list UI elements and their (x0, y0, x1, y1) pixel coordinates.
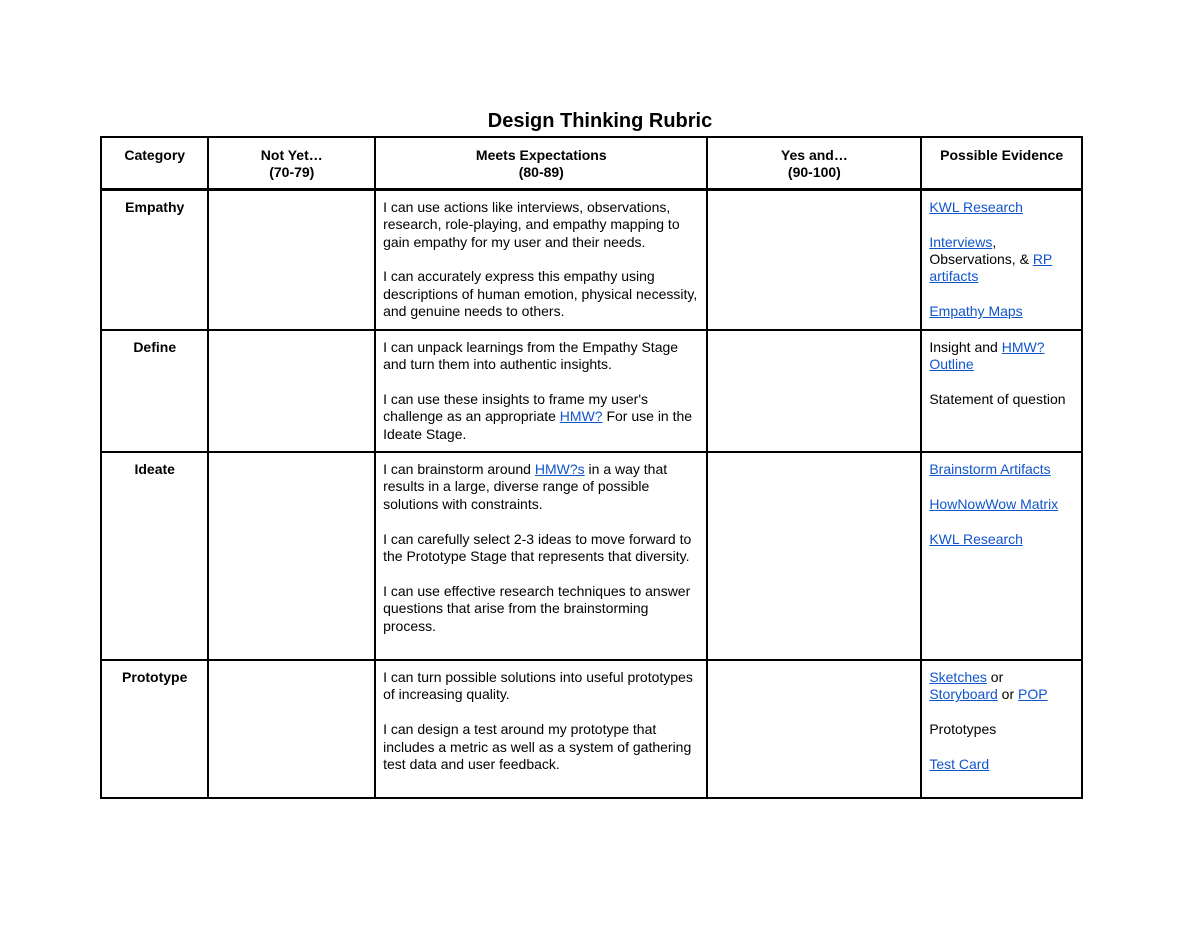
header-meets-label: Meets Expectations (475, 147, 607, 163)
evidence-cell (921, 189, 1082, 329)
header-meets-range: (80-89) (518, 164, 564, 181)
evidence-cell (921, 660, 1082, 798)
pop-link[interactable]: POP (1018, 686, 1048, 703)
evidence-item (929, 234, 1074, 286)
category-label: Ideate (134, 461, 175, 478)
category-label: Define (133, 338, 177, 355)
category-cell (101, 330, 208, 452)
header-not-yet (208, 137, 375, 189)
category-label: Prototype (122, 669, 188, 686)
category-cell (101, 452, 208, 660)
kwl-research-link[interactable]: KWL Research (929, 530, 1023, 547)
criterion-text-part: I can use these insights to frame my user's challenge as an appropriate (383, 390, 649, 425)
evidence-text: Insight and (929, 338, 1002, 355)
not-yet-cell (208, 330, 375, 452)
category-label: Empathy (125, 198, 185, 215)
meets-cell (375, 452, 707, 660)
header-yes-and-label: Yes and… (780, 147, 848, 163)
evidence-text: or (997, 686, 1019, 703)
yes-and-cell (707, 189, 921, 329)
meets-cell (375, 660, 707, 798)
yes-and-cell (707, 452, 921, 660)
hmw-outline-link[interactable]: HMW? Outline (929, 338, 1045, 373)
criterion-text (383, 391, 699, 443)
evidence-text: , Observations, & (929, 233, 1033, 268)
criterion-text: I can accurately express this empathy using descriptions of human emotion, physical necessity, and genuine needs to others. (383, 268, 698, 320)
criterion-text: I can use actions like interviews, observations, research, role-playing, and empathy mapping to gain empathy for my user and their needs. (383, 198, 680, 250)
header-category (101, 137, 208, 189)
evidence-text: or (986, 669, 1004, 686)
header-not-yet-label: Not Yet… (260, 147, 323, 163)
storyboard-link[interactable]: Storyboard (929, 686, 998, 703)
table-row-ideate (101, 452, 1082, 660)
rubric-table (100, 136, 1083, 799)
meets-cell (375, 189, 707, 329)
table-row-empathy (101, 189, 1082, 329)
header-not-yet-range: (70-79) (269, 164, 315, 181)
criterion-text: I can carefully select 2-3 ideas to move forward to the Prototype Stage that represents that diversity. (383, 530, 692, 565)
evidence-item (929, 303, 1074, 320)
sketches-link[interactable]: Sketches (929, 669, 987, 686)
criterion-text-part: For use in the Ideate Stage. (383, 408, 693, 442)
table-row-prototype (101, 660, 1082, 798)
meets-cell (375, 330, 707, 452)
criterion-text-part: in a way that results in a large, diverse range of possible solutions with constraints. (383, 461, 668, 512)
interviews-link[interactable]: Interviews (929, 233, 993, 250)
criterion-text: I can design a test around my prototype that includes a metric as well as a system of gathering test data and user feedback. (383, 721, 692, 773)
yes-and-cell (707, 330, 921, 452)
empathy-maps-link[interactable]: Empathy Maps (929, 303, 1023, 320)
hownowwow-matrix-link[interactable]: HowNowWow Matrix (929, 495, 1059, 512)
test-card-link[interactable]: Test Card (929, 756, 990, 773)
evidence-item (929, 531, 1074, 548)
header-category-label: Category (124, 147, 186, 163)
evidence-cell (921, 330, 1082, 452)
header-yes-and (707, 137, 921, 189)
brainstorm-artifacts-link[interactable]: Brainstorm Artifacts (929, 461, 1051, 478)
criterion-text: I can turn possible solutions into useful prototypes of increasing quality. (383, 669, 693, 703)
hmws-link[interactable]: HMW?s (534, 461, 585, 478)
header-evidence-label: Possible Evidence (940, 147, 1064, 163)
evidence-item: Prototypes (929, 721, 997, 738)
evidence-item (929, 199, 1074, 216)
criterion-text (383, 461, 699, 513)
evidence-cell (921, 452, 1082, 660)
category-cell (101, 660, 208, 798)
rp-artifacts-link[interactable]: RP artifacts (929, 251, 1053, 285)
evidence-item (929, 496, 1074, 513)
not-yet-cell (208, 660, 375, 798)
evidence-item (929, 756, 1074, 773)
evidence-item: Statement of question (929, 390, 1066, 407)
criterion-text-part: I can brainstorm around (383, 461, 535, 478)
criterion-text: I can use effective research techniques to answer questions that arise from the brainstorming process. (383, 582, 691, 634)
evidence-item (929, 339, 1074, 374)
criterion-text: I can unpack learnings from the Empathy Stage and turn them into authentic insights. (383, 338, 679, 373)
category-cell (101, 189, 208, 329)
page-title: Design Thinking Rubric (487, 110, 713, 132)
header-possible-evidence (921, 137, 1082, 189)
header-yes-and-range: (90-100) (787, 164, 841, 181)
header-meets-expectations (375, 137, 707, 189)
evidence-item (929, 669, 1074, 704)
kwl-research-link[interactable]: KWL Research (929, 198, 1023, 215)
header-row (101, 137, 1082, 189)
yes-and-cell (707, 660, 921, 798)
not-yet-cell (208, 189, 375, 329)
evidence-item (929, 461, 1074, 478)
table-row-define (101, 330, 1082, 452)
hmw-link[interactable]: HMW? (559, 408, 603, 425)
not-yet-cell (208, 452, 375, 660)
